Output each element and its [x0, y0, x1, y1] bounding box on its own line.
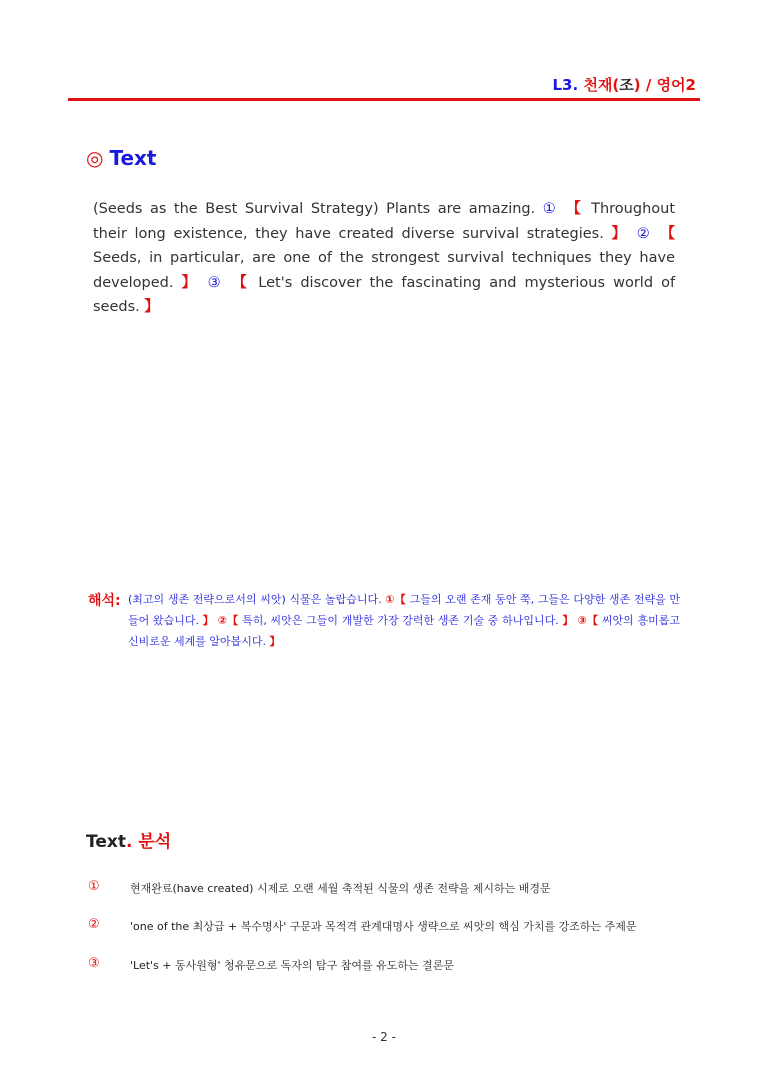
page-number: - 2 -	[372, 1030, 396, 1044]
translation-1-open-bracket: 【	[394, 593, 406, 606]
translation-3-number: ③	[577, 614, 587, 627]
sentence-1-open-bracket: 【	[566, 201, 584, 217]
translation-3-close-bracket: 】	[269, 635, 281, 648]
translation-2: 특히, 씨앗은 그들이 개발한 가장 강력한 생존 기술 중 하나입니다.	[242, 614, 559, 627]
page-header	[553, 74, 697, 95]
translation-2-open-bracket: 【	[227, 614, 239, 627]
analysis-item	[88, 956, 454, 973]
double-circle-icon: ◎	[86, 146, 104, 170]
sentence-3-number: ③	[207, 274, 225, 291]
translation-intro: (최고의 생존 전략으로서의 씨앗) 식물은 놀랍습니다.	[128, 593, 382, 606]
sentence-1-number: ①	[542, 201, 559, 217]
translation-1-close-bracket: 】	[202, 614, 214, 627]
sentence-2-number: ②	[636, 225, 653, 242]
analysis-item-text: 'one of the 최상급 + 복수명사' 구문과 목적격 관계대명사 생략으로 씨앗의 핵심 가치를 강조하는 주제문	[130, 920, 637, 933]
header-slash: /	[640, 76, 657, 94]
sentence-2-open-bracket: 【	[660, 225, 676, 242]
sentence-3-close-bracket: 】	[144, 299, 159, 316]
subject-label: 영어2	[656, 76, 696, 94]
sentence-3-open-bracket: 【	[232, 274, 251, 291]
analysis-item-text: 'Let's + 동사원형' 청유문으로 독자의 탐구 참여를 유도하는 결론문	[130, 959, 455, 972]
analysis-item-number: ①	[88, 879, 100, 894]
analysis-title-black: Text	[86, 832, 126, 852]
translation-2-close-bracket: 】	[562, 614, 574, 627]
translation-text	[128, 589, 680, 652]
lesson-label: L3.	[552, 76, 579, 94]
translation-1: 그들의 오랜 존재 동안 쭉, 그들은 다양한 생존 전략을 만들어 왔습니다.	[128, 593, 681, 627]
analysis-item-number: ③	[88, 956, 100, 971]
analysis-item	[88, 917, 637, 934]
sentence-2-close-bracket: 】	[181, 274, 200, 291]
sentence-2: Seeds, in particular, are one of the strongest survival techniques they have developed.	[93, 250, 675, 291]
analysis-title	[86, 827, 171, 852]
analysis-item-text: 현재완료(have created) 시제로 오랜 세월 축적된 식물의 생존 전략을 제시하는 배경문	[130, 882, 551, 895]
analysis-item-number: ②	[88, 917, 100, 932]
publisher-open: 천재(	[583, 76, 620, 94]
passage-intro: (Seeds as the Best Survival Strategy) Plants are amazing.	[93, 201, 536, 217]
section-title	[86, 146, 156, 170]
header-rule	[68, 98, 700, 101]
translation-3-open-bracket: 【	[586, 614, 599, 627]
section-title-text: Text	[109, 146, 157, 170]
translation-label: 해석:	[88, 593, 121, 609]
translation-2-number: ②	[217, 614, 228, 627]
sentence-1: Throughout their long existence, they have created diverse survival strategies.	[93, 201, 676, 242]
publisher-close: )	[633, 76, 641, 94]
sentence-3: Let's discover the fascinating and mysterious world of seeds.	[93, 274, 676, 316]
analysis-item	[88, 879, 551, 896]
translation-1-number: ①	[385, 593, 395, 606]
sentence-1-close-bracket: 】	[611, 225, 630, 242]
publisher-mid: 조	[619, 76, 634, 94]
analysis-title-red: . 분석	[125, 832, 172, 852]
translation-3: 씨앗의 흥미롭고 신비로운 세계를 알아봅시다.	[128, 614, 680, 648]
passage-text	[93, 197, 675, 320]
